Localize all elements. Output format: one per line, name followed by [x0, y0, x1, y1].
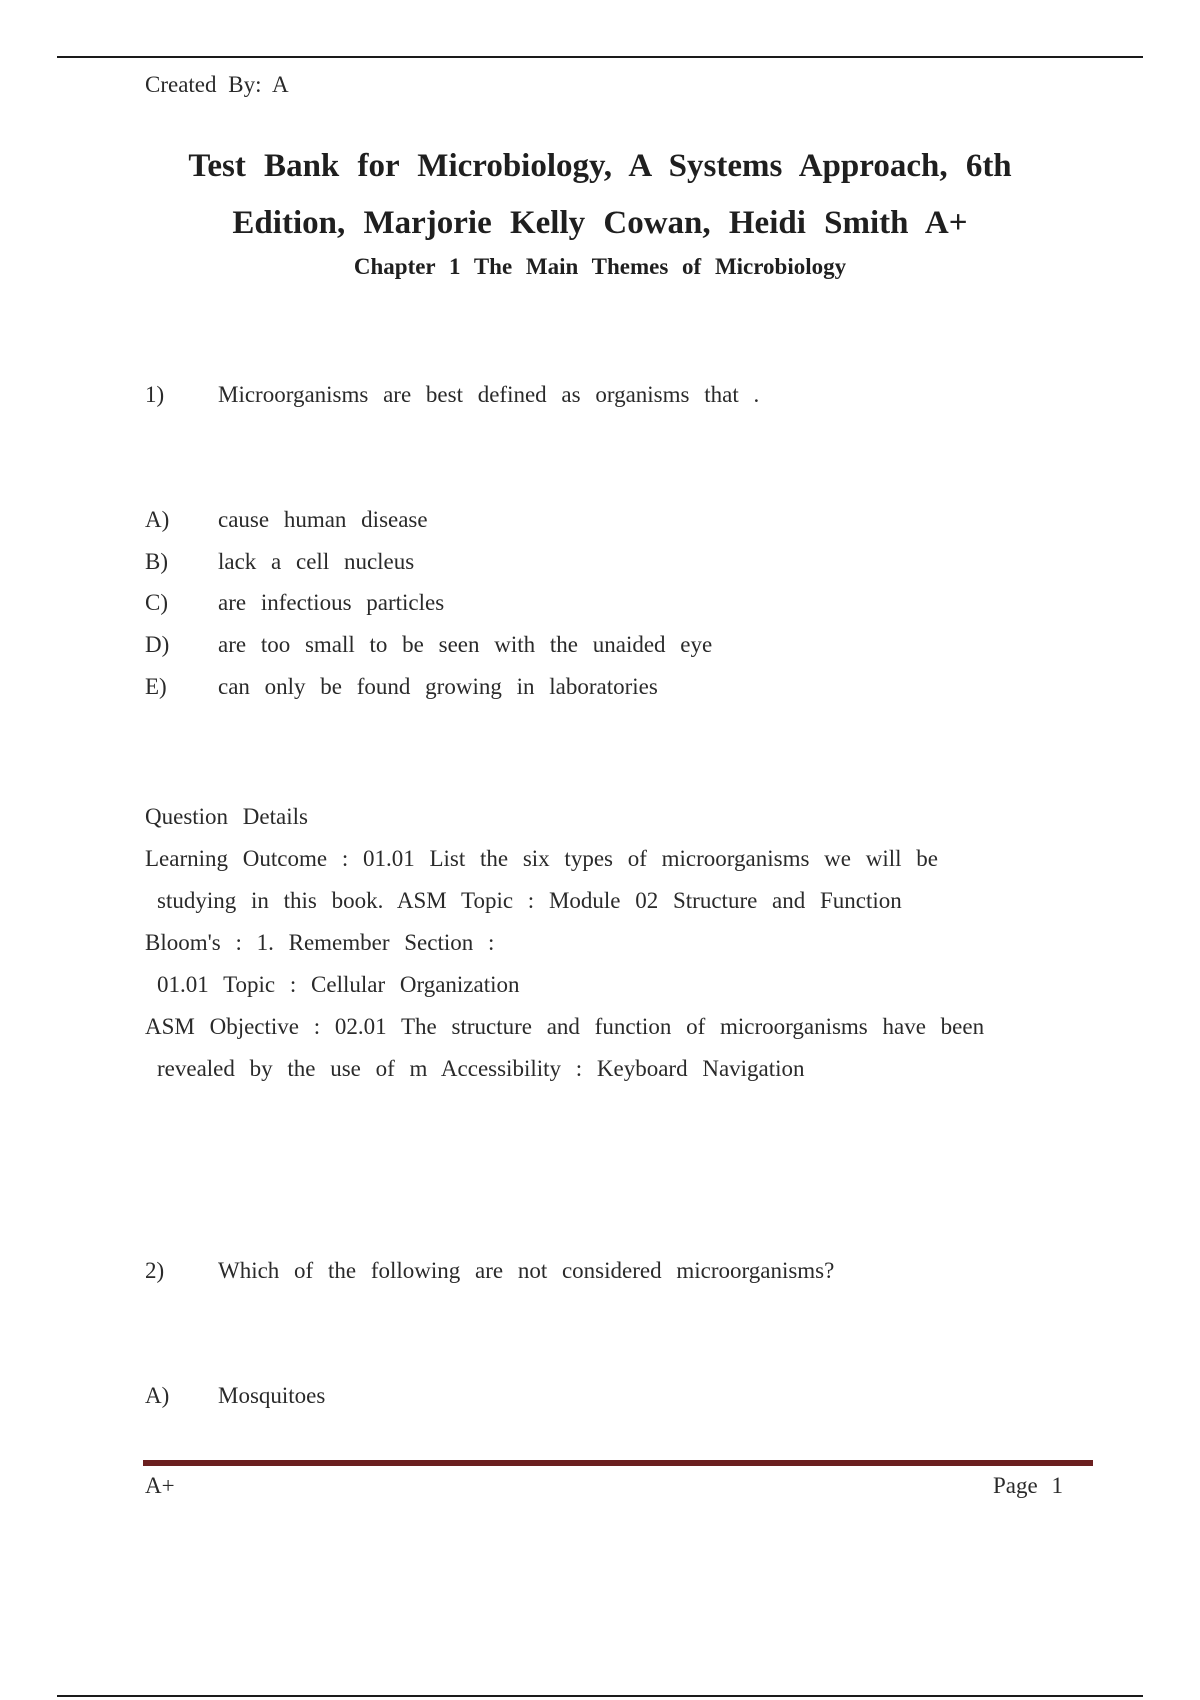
accessibility-line: revealed by the use of m Accessibility : Keyboard Navigation [157, 1056, 805, 1081]
question-1-option-b-letter: B) [145, 549, 168, 574]
footer-rule [143, 1460, 1093, 1466]
question-1-option-d-text: are too small to be seen with the unaided eye [218, 632, 713, 657]
created-by-label: Created By: A [145, 72, 289, 97]
chapter-heading: Chapter 1 The Main Themes of Microbiology [353, 254, 847, 279]
question-1-option-e-letter: E) [145, 674, 167, 699]
bottom-rule [57, 1695, 1143, 1697]
question-2-number: 2) [145, 1258, 165, 1283]
title-line-1: Test Bank for Microbiology, A Systems Approach, 6th [188, 148, 1012, 184]
question-1-option-a-text: cause human disease [218, 507, 428, 532]
question-2-option-a-letter: A) [145, 1383, 170, 1408]
question-1-option-e-text: can only be found growing in laboratories [218, 674, 658, 699]
question-1-text: Microorganisms are best defined as organisms that . [218, 382, 760, 407]
question-2-option-a-text: Mosquitoes [218, 1383, 326, 1408]
question-1-option-c-letter: C) [145, 590, 168, 615]
question-details [145, 796, 1065, 1090]
question-1-option-d-letter: D) [145, 632, 170, 657]
top-rule [57, 56, 1143, 58]
question-2-text: Which of the following are not considered microorganisms? [218, 1258, 835, 1283]
asm-objective-line: ASM Objective : 02.01 The structure and function of microorganisms have been [145, 1014, 985, 1039]
question-1-option-c-text: are infectious particles [218, 590, 445, 615]
topic-line: 01.01 Topic : Cellular Organization [157, 972, 520, 997]
title-line-2: Edition, Marjorie Kelly Cowan, Heidi Smith A+ [232, 205, 968, 241]
question-1-number: 1) [145, 382, 165, 407]
question-1-option-b-text: lack a cell nucleus [218, 549, 415, 574]
asm-topic-line: studying in this book. ASM Topic : Module 02 Structure and Function [157, 888, 902, 913]
question-1-option-a-letter: A) [145, 507, 170, 532]
page-number: Page 1 [993, 1473, 1063, 1498]
blooms-line: Bloom's : 1. Remember Section : [145, 930, 495, 955]
question-details-heading: Question Details [145, 804, 308, 829]
footer-left-label: A+ [145, 1473, 175, 1498]
document-title [120, 138, 1080, 252]
learning-outcome-line: Learning Outcome : 01.01 List the six types of microorganisms we will be [145, 846, 938, 871]
